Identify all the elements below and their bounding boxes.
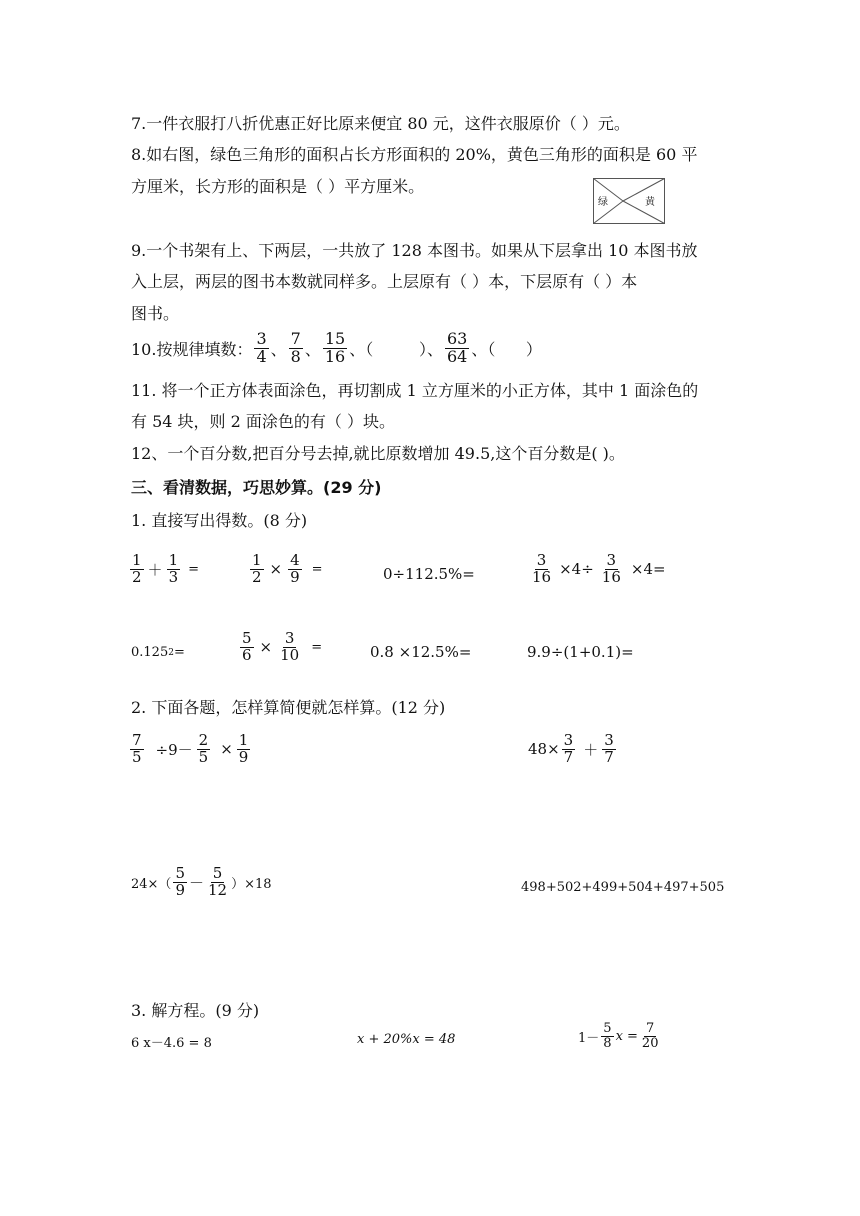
part-3-title: 3. 解方程。(9 分): [131, 1001, 260, 1020]
label-yellow: 黄: [645, 197, 655, 208]
p2-expr-3: 24×（ $\frac{5}{9}$ － $\frac{5}{12}$ ）×18: [131, 864, 272, 899]
question-8-line-2: 方厘米，长方形的面积是（ ）平方厘米。: [131, 177, 425, 196]
p1-expr-7: 0.8 ×12.5%=: [370, 643, 472, 661]
p3-equation-2: x + 20%x = 48: [357, 1032, 456, 1047]
p3-equation-3: 1－ $\frac{5}{8}$ x = $\frac{7}{20}$: [578, 1021, 659, 1051]
rectangle-figure: [593, 178, 665, 224]
q10-blank-2: 、（ ）: [471, 339, 542, 359]
p2-expr-1: $\frac{7}{5}$ ÷9－ $\frac{2}{5}$ × $\frac{1}{9}$: [132, 731, 249, 766]
question-11-line-1: 11. 将一个正方体表面涂色，再切割成 1 立方厘米的小正方体，其中 1 面涂色的: [131, 381, 699, 400]
p1-expr-3: 0÷112.5%=: [383, 565, 475, 583]
q10-fraction-3: $\frac{15}{16}$: [324, 328, 346, 366]
q10-blank-1: 、（ ）、: [349, 339, 443, 359]
question-9-line-2: 入上层，两层的图书本数就同样多。上层原有（ ）本，下层原有（ ）本: [131, 272, 638, 291]
p1-expr-4: $\frac{3}{16}$ ×4÷ $\frac{3}{16}$ ×4=: [532, 551, 666, 586]
question-10: [131, 325, 542, 371]
p1-expr-2: $\frac{1}{2}$ × $\frac{4}{9}$ =: [252, 551, 323, 586]
question-8-line-1: 8.如右图，绿色三角形的面积占长方形面积的 20%，黄色三角形的面积是 60 平: [131, 145, 698, 164]
question-12: 12、一个百分数,把百分号去掉,就比原数增加 49.5,这个百分数是( )。: [131, 444, 625, 463]
p2-expr-4: 498+502+499+504+497+505: [521, 880, 725, 895]
part-1-title: 1. 直接写出得数。(8 分): [131, 511, 308, 530]
p1-expr-1: $\frac{1}{2}$ ＋ $\frac{1}{3}$ =: [132, 551, 200, 586]
section-3-heading: 三、看清数据，巧思妙算。(29 分): [131, 478, 382, 497]
question-9-line-1: 9.一个书架有上、下两层，一共放了 128 本图书。如果从下层拿出 10 本图书放: [131, 241, 698, 260]
q10-sep-1: 、: [270, 339, 287, 359]
q10-sep-2: 、: [304, 339, 321, 359]
question-7: 7.一件衣服打八折优惠正好比原来便宜 80 元，这件衣服原价（ ）元。: [131, 114, 630, 133]
q10-fraction-2: $\frac{7}{8}$: [290, 328, 301, 366]
question-9-line-3: 图书。: [131, 304, 180, 323]
q10-fraction-1: $\frac{3}{4}$: [256, 328, 267, 366]
question-11-line-2: 有 54 块，则 2 面涂色的有（ ）块。: [131, 412, 395, 431]
p1-expr-8: 9.9÷(1+0.1)=: [527, 643, 634, 661]
q10-fraction-4: $\frac{63}{64}$: [447, 328, 468, 366]
p2-expr-2: 48× $\frac{3}{7}$ ＋ $\frac{3}{7}$: [528, 731, 614, 766]
part-2-title: 2. 下面各题，怎样算简便就怎样算。(12 分): [131, 698, 446, 717]
p1-expr-6: $\frac{5}{6}$ × $\frac{3}{10}$ =: [242, 629, 323, 664]
label-green: 绿: [598, 197, 608, 208]
q10-prefix: 10.按规律填数：: [131, 339, 253, 359]
p3-equation-1: 6 x－4.6 = 8: [131, 1036, 212, 1051]
p1-expr-5: 0.125 2 =: [131, 645, 185, 660]
